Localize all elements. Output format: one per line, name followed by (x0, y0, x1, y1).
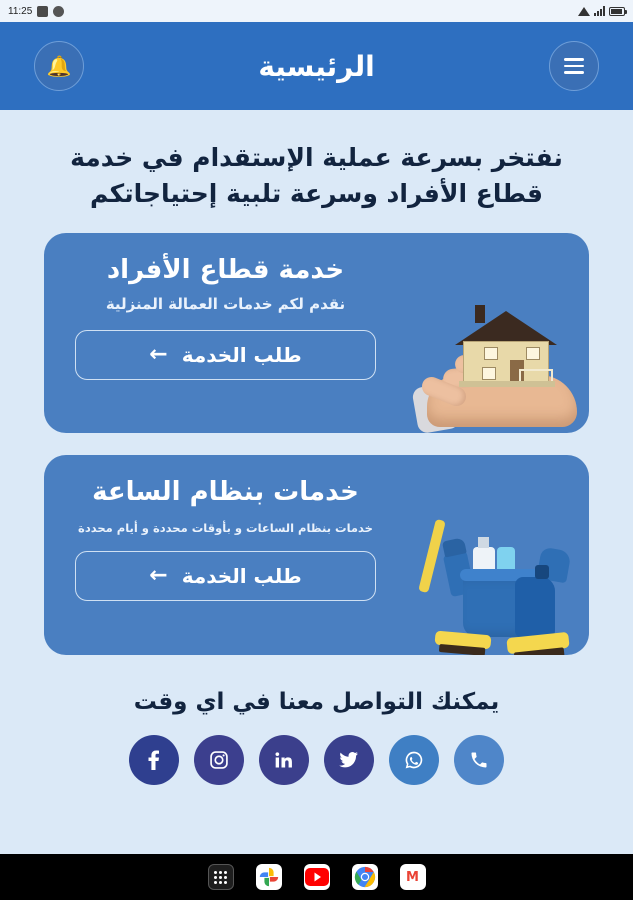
window-shape (484, 347, 498, 360)
mop-handle-shape (418, 518, 446, 592)
card-subtitle: خدمات بنظام الساعات و بأوقات محددة و أيام محددة (78, 520, 373, 535)
linkedin-icon[interactable] (259, 735, 309, 785)
railing-shape (519, 369, 553, 381)
house-illustration (453, 299, 561, 385)
blue-bottle-shape (515, 577, 555, 637)
card-content (44, 233, 419, 433)
status-bar-left (8, 6, 64, 17)
service-card-hourly[interactable] (44, 455, 589, 655)
system-dock (0, 854, 633, 900)
card-content (44, 455, 419, 655)
app-bar (0, 22, 633, 110)
card-subtitle: نقدم لكم خدمات العمالة المنزلية (105, 294, 346, 313)
chrome-icon[interactable] (352, 864, 378, 890)
arrow-left-icon: ← (149, 563, 168, 589)
page-title: الرئيسية (258, 49, 375, 83)
service-card-individuals[interactable] (44, 233, 589, 433)
app-drawer-icon[interactable] (208, 864, 234, 890)
request-service-label: طلب الخدمة (181, 564, 302, 589)
window-shape (526, 347, 540, 360)
phone-icon[interactable] (454, 735, 504, 785)
request-service-label: طلب الخدمة (181, 343, 302, 367)
social-links (0, 735, 633, 785)
window-shape (482, 367, 496, 380)
cast-icon (578, 7, 590, 16)
status-bar-right (578, 6, 625, 16)
alarm-icon (37, 6, 48, 17)
menu-button[interactable] (549, 41, 599, 91)
signal-icon (594, 6, 605, 16)
hamburger-icon (564, 58, 584, 74)
card-title: خدمة قطاع الأفراد (106, 254, 345, 285)
porch-shape (459, 381, 555, 387)
bell-icon: 🔔 (46, 54, 72, 78)
notifications-button[interactable] (34, 41, 84, 91)
contact-heading: يمكنك التواصل معنا في اي وقت (133, 688, 500, 715)
app-content (0, 22, 633, 854)
cleaning-supplies-image (419, 455, 589, 655)
camera-icon (53, 6, 64, 17)
roof-shape (455, 311, 557, 345)
twitter-icon[interactable] (324, 735, 374, 785)
headline-text: نفتخر بسرعة عملية الإستقدام في خدمة قطاع الأفراد وسرعة تلبية إحتياجاتكم (70, 143, 563, 209)
house-in-hand-image (419, 233, 589, 433)
youtube-icon[interactable] (304, 864, 330, 890)
photos-icon[interactable] (256, 864, 282, 890)
battery-icon (609, 7, 625, 16)
request-service-button[interactable] (75, 551, 377, 601)
facebook-icon[interactable] (129, 735, 179, 785)
whatsapp-icon[interactable] (389, 735, 439, 785)
gmail-icon[interactable]: M (400, 864, 426, 890)
status-time: 11:25 (8, 5, 33, 17)
instagram-icon[interactable] (194, 735, 244, 785)
request-service-button[interactable] (75, 330, 377, 380)
service-cards (0, 227, 633, 655)
arrow-left-icon: ← (149, 342, 168, 367)
cleaning-illustration (419, 513, 589, 653)
card-title: خدمات بنظام الساعة (92, 476, 359, 507)
status-bar (0, 0, 633, 22)
